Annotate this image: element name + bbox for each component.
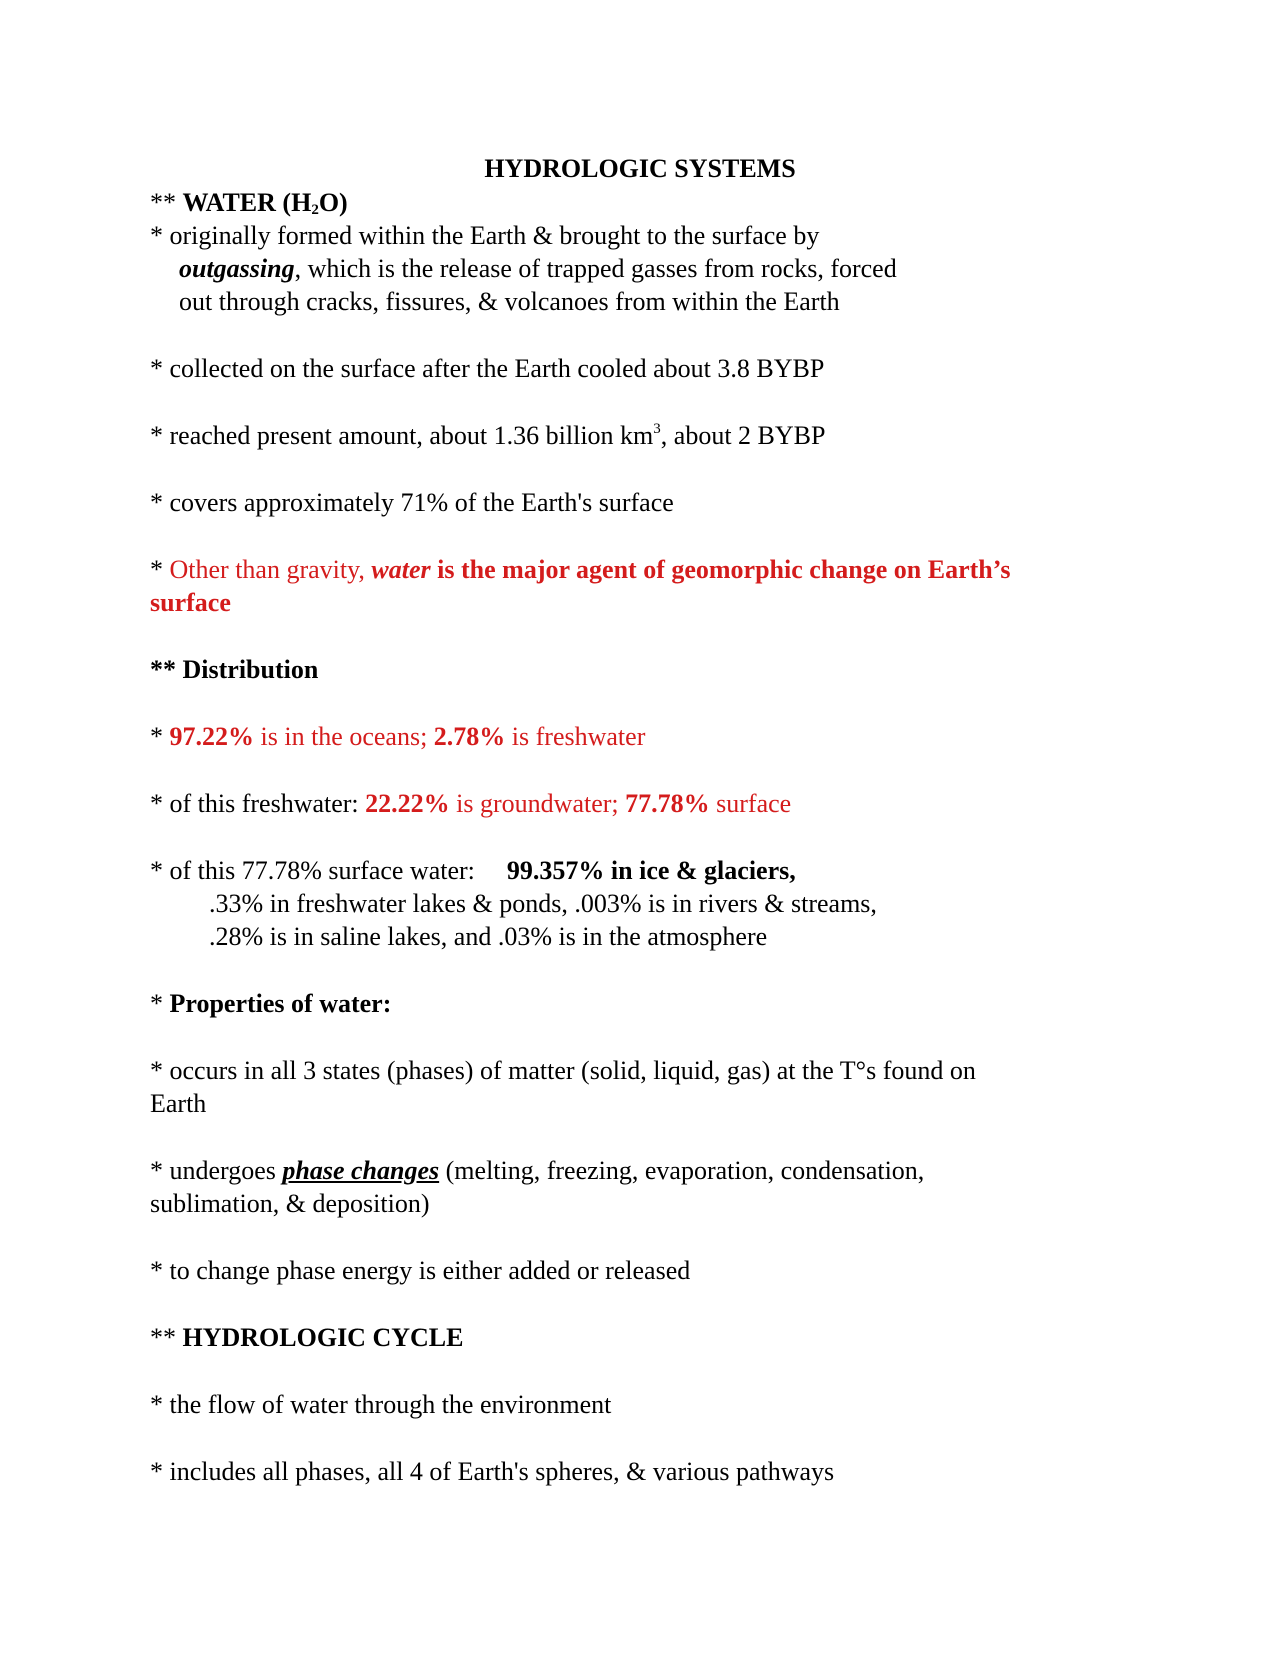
present-amount-bullet <box>150 419 825 453</box>
distribution-heading: ** Distribution <box>150 655 319 684</box>
water-heading-end: O) <box>318 188 348 217</box>
surface-water-bullet <box>150 854 796 888</box>
coverage-bullet: * covers approximately 71% of the Earth's surface <box>150 488 674 517</box>
present-amount-post: , about 2 BYBP <box>660 421 826 450</box>
outgassing-line-1: * originally formed within the Earth & brought to the surface by <box>150 221 820 250</box>
outgassing-line-3: out through cracks, fissures, & volcanoes from within the Earth <box>179 287 840 316</box>
collected-bullet: * collected on the surface after the Earth cooled about 3.8 BYBP <box>150 354 825 383</box>
water-heading <box>150 186 348 220</box>
freshwater-percent: 2.78% <box>433 722 506 751</box>
water-heading-subscript: 2 <box>311 202 319 218</box>
geomorphic-agent-line-1 <box>150 553 1011 587</box>
lakes-rivers-line: .33% in freshwater lakes & ponds, .003% is in rivers & streams, <box>209 889 877 918</box>
cycle-heading-text: HYDROLOGIC CYCLE <box>182 1323 464 1352</box>
phase-changes-post: (melting, freezing, evaporation, condensation, <box>439 1156 925 1185</box>
ice-glaciers-percent: 99.357% in ice & glaciers, <box>506 856 796 885</box>
ocean-text: is in the oceans; <box>254 722 434 751</box>
states-line-1: * occurs in all 3 states (phases) of matter (solid, liquid, gas) at the T°s found on <box>150 1056 976 1085</box>
saline-atmosphere-line: .28% is in saline lakes, and .03% is in the atmosphere <box>209 922 768 951</box>
phase-energy-bullet: * to change phase energy is either added or released <box>150 1256 691 1285</box>
surface-water-pre: * of this 77.78% surface water: <box>150 856 475 885</box>
surface-text: surface <box>709 789 792 818</box>
heading-prefix: ** <box>150 188 183 217</box>
present-amount-text: * reached present amount, about 1.36 billion km <box>150 421 654 450</box>
outgassing-line-2-rest: , which is the release of trapped gasses from rocks, forced <box>294 254 897 283</box>
heading-prefix: ** <box>150 1323 183 1352</box>
surface-percent: 77.78% <box>625 789 710 818</box>
phase-changes-term: phase changes <box>282 1156 440 1185</box>
outgassing-line-2 <box>179 252 897 286</box>
page-title: HYDROLOGIC SYSTEMS <box>484 154 796 183</box>
properties-heading <box>150 987 391 1021</box>
water-term: water <box>371 555 431 584</box>
bullet-star: * <box>150 722 170 751</box>
groundwater-percent: 22.22% <box>365 789 450 818</box>
cycle-heading <box>150 1321 463 1355</box>
oceans-freshwater-bullet <box>150 720 645 754</box>
bullet-star: * <box>150 989 170 1018</box>
cubic-superscript: 3 <box>653 421 661 437</box>
cycle-flow-bullet: * the flow of water through the environment <box>150 1390 612 1419</box>
outgassing-term: outgassing <box>179 254 295 283</box>
geomorphic-plain: Other than gravity, <box>169 555 372 584</box>
properties-heading-text: Properties of water: <box>169 989 392 1018</box>
geomorphic-bold: is the major agent of geomorphic change on Earth’s <box>430 555 1011 584</box>
ocean-percent: 97.22% <box>169 722 254 751</box>
phase-changes-pre: * undergoes <box>150 1156 283 1185</box>
freshwater-text: is freshwater <box>505 722 646 751</box>
cycle-phases-bullet: * includes all phases, all 4 of Earth's spheres, & various pathways <box>150 1457 835 1486</box>
phase-changes-line-1 <box>150 1154 924 1188</box>
groundwater-text: is groundwater; <box>449 789 626 818</box>
states-line-2: Earth <box>150 1089 207 1118</box>
bullet-star: * <box>150 555 170 584</box>
water-heading-main: WATER (H <box>182 188 312 217</box>
groundwater-bullet <box>150 787 791 821</box>
groundwater-pre: * of this freshwater: <box>150 789 366 818</box>
geomorphic-agent-line-2: surface <box>150 588 231 617</box>
phase-changes-line-2: sublimation, & deposition) <box>150 1189 430 1218</box>
